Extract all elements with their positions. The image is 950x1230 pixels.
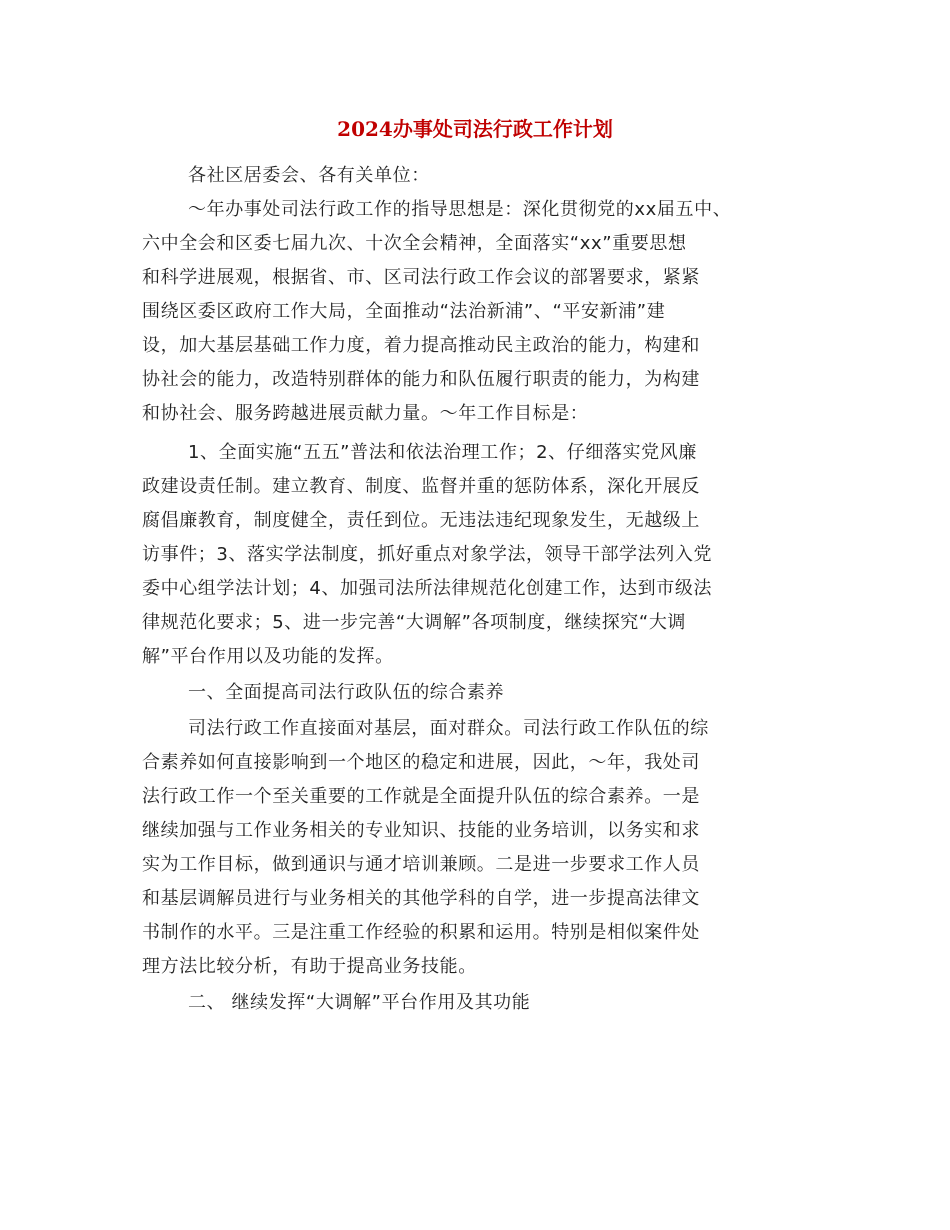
- section-heading-1: 一、全面提高司法行政队伍的综合素养: [188, 682, 505, 703]
- text-line-11: 腐倡廉教育，制度健全，责任到位。无违法违纪现象发生，无越级上: [142, 510, 700, 531]
- text-line-7: 协社会的能力，改造特别群体的能力和队伍履行职责的能力，为构建: [142, 369, 700, 390]
- text-line-17: 司法行政工作直接面对基层，面对群众。司法行政工作队伍的综: [188, 718, 709, 739]
- text-line-13: 委中心组学法计划；4、加强司法所法律规范化创建工作，达到市级法: [142, 578, 713, 599]
- text-line-3: 六中全会和区委七届九次、十次全会精神，全面落实“xx”重要思想: [142, 233, 687, 254]
- text-line-23: 书制作的水平。三是注重工作经验的积累和运用。特别是相似案件处: [142, 922, 700, 943]
- text-line-14: 律规范化要求；5、进一步完善“大调解”各项制度，继续探究“大调: [142, 612, 687, 633]
- text-line-10: 政建设责任制。建立教育、制度、监督并重的惩防体系，深化开展反: [142, 476, 700, 497]
- text-line-24: 理方法比较分析，有助于提高业务技能。: [142, 956, 477, 977]
- text-line-9: 1、全面实施“五五”普法和依法治理工作；2、仔细落实党风廉: [188, 442, 697, 463]
- text-line-1: 各社区居委会、各有关单位：: [188, 165, 430, 186]
- text-line-5: 围绕区委区政府工作大局，全面推动“法治新浦”、“平安新浦”建: [142, 301, 666, 322]
- text-line-4: 和科学进展观，根据省、市、区司法行政工作会议的部署要求，紧紧: [142, 267, 700, 288]
- text-line-18: 合素养如何直接影响到一个地区的稳定和进展，因此，～年，我处司: [142, 752, 700, 773]
- text-line-22: 和基层调解员进行与业务相关的其他学科的自学，进一步提高法律文: [142, 888, 700, 909]
- text-line-20: 继续加强与工作业务相关的专业知识、技能的业务培训，以务实和求: [142, 820, 700, 841]
- text-line-6: 设，加大基层基础工作力度，着力提高推动民主政治的能力，构建和: [142, 335, 700, 356]
- document-title: 2024办事处司法行政工作计划: [337, 117, 613, 141]
- text-line-21: 实为工作目标，做到通识与通才培训兼顾。二是进一步要求工作人员: [142, 854, 700, 875]
- text-line-19: 法行政工作一个至关重要的工作就是全面提升队伍的综合素养。一是: [142, 786, 700, 807]
- text-line-2: ～年办事处司法行政工作的指导思想是：深化贯彻党的xx届五中、: [188, 199, 732, 220]
- section-heading-2: 二、 继续发挥“大调解”平台作用及其功能: [188, 992, 531, 1013]
- text-line-15: 解”平台作用以及功能的发挥。: [142, 646, 394, 667]
- text-line-12: 访事件；3、落实学法制度，抓好重点对象学法，领导干部学法列入党: [142, 544, 713, 565]
- text-line-8: 和协社会、服务跨越进展贡献力量。～年工作目标是：: [142, 403, 589, 424]
